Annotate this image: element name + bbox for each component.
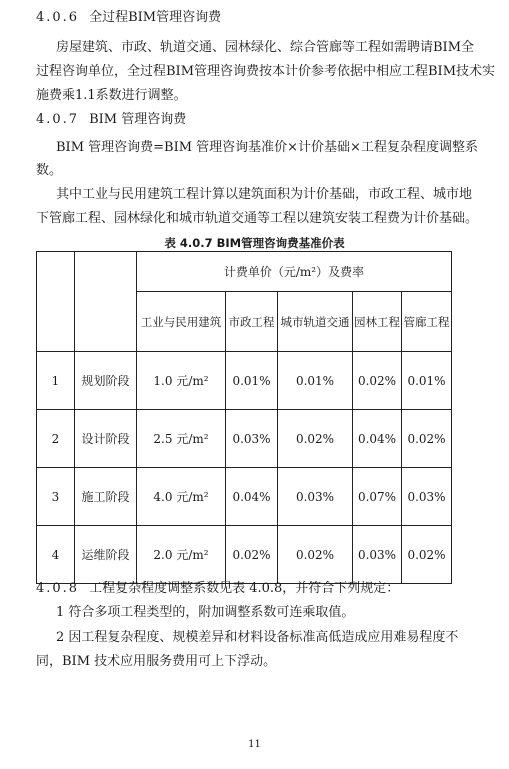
column-header: 城市轨道交通 bbox=[278, 292, 353, 352]
cell: 0.07% bbox=[353, 468, 402, 526]
paragraph-line: 施费乘1.1系数进行调整。 bbox=[36, 88, 187, 103]
cell: 0.02% bbox=[278, 526, 353, 584]
cell: 0.01% bbox=[226, 352, 278, 410]
section-title: BIM 管理咨询费 bbox=[89, 112, 187, 127]
cell: 0.03% bbox=[353, 526, 402, 584]
row-number: 1 bbox=[37, 352, 75, 410]
paragraph-line: 房屋建筑、市政、轨道交通、园林绿化、综合管廊等工程如需聘请BIM全 bbox=[56, 40, 474, 55]
row-number: 3 bbox=[37, 468, 75, 526]
section-heading-4-0-8 bbox=[36, 581, 399, 597]
cell: 0.03% bbox=[278, 468, 353, 526]
section-heading-4-0-7 bbox=[36, 112, 186, 128]
paragraph-line: 其中工业与民用建筑工程计算以建筑面积为计价基础，市政工程、城市地 bbox=[56, 187, 473, 202]
cell: 4.0 元/m² bbox=[137, 468, 226, 526]
table-caption: 表 4.0.7 BIM管理咨询费基准价表 bbox=[164, 236, 345, 250]
cell: 0.03% bbox=[402, 468, 452, 526]
section-heading-4-0-6 bbox=[36, 10, 221, 26]
cell: 0.02% bbox=[278, 410, 353, 468]
column-header: 市政工程 bbox=[226, 292, 278, 352]
list-item: 1 符合多项工程类型的，附加调整系数可连乘取值。 bbox=[56, 605, 355, 620]
table-row bbox=[37, 352, 452, 410]
section-title: 工程复杂程度调整系数见表 4.0.8，并符合下列规定： bbox=[89, 581, 400, 596]
group-header: 计费单价（元/m²）及费率 bbox=[137, 252, 452, 292]
column-header: 园林工程 bbox=[353, 292, 402, 352]
header-empty-stage bbox=[75, 252, 137, 352]
table-row bbox=[37, 410, 452, 468]
header-empty-no bbox=[37, 252, 75, 352]
cell: 0.02% bbox=[226, 526, 278, 584]
section-title: 全过程BIM管理咨询费 bbox=[89, 10, 222, 25]
cell: 0.04% bbox=[353, 410, 402, 468]
list-item: 2 因工程复杂程度、规模差异和材料设备标准高低造成应用难易程度不 bbox=[56, 630, 459, 645]
cell: 2.5 元/m² bbox=[137, 410, 226, 468]
cell: 0.02% bbox=[402, 410, 452, 468]
row-stage: 施工阶段 bbox=[75, 468, 137, 526]
section-number: 4.0.8 bbox=[36, 581, 80, 596]
cell: 1.0 元/m² bbox=[137, 352, 226, 410]
cell: 0.04% bbox=[226, 468, 278, 526]
column-header: 工业与民用建筑 bbox=[137, 292, 226, 352]
list-item-continuation: 同，BIM 技术应用服务费用可上下浮动。 bbox=[36, 654, 277, 669]
cell: 2.0 元/m² bbox=[137, 526, 226, 584]
table-row bbox=[37, 526, 452, 584]
paragraph-line: BIM 管理咨询费=BIM 管理咨询基准价×计价基础×工程复杂程度调整系 bbox=[56, 140, 478, 155]
cell: 0.01% bbox=[402, 352, 452, 410]
row-stage: 设计阶段 bbox=[75, 410, 137, 468]
paragraph-line: 下管廊工程、园林绿化和城市轨道交通等工程以建筑安装工程费为计价基础。 bbox=[36, 211, 479, 226]
page-number: 11 bbox=[248, 739, 261, 750]
paragraph-line: 数。 bbox=[36, 163, 63, 178]
section-number: 4.0.6 bbox=[36, 10, 80, 25]
row-number: 4 bbox=[37, 526, 75, 584]
cell: 0.02% bbox=[402, 526, 452, 584]
row-stage: 规划阶段 bbox=[75, 352, 137, 410]
cell: 0.02% bbox=[353, 352, 402, 410]
table-row bbox=[37, 468, 452, 526]
section-number: 4.0.7 bbox=[36, 112, 80, 127]
cell: 0.03% bbox=[226, 410, 278, 468]
cell: 0.01% bbox=[278, 352, 353, 410]
column-header: 管廊工程 bbox=[402, 292, 452, 352]
row-stage: 运维阶段 bbox=[75, 526, 137, 584]
bim-fee-table bbox=[36, 251, 452, 584]
paragraph-line: 过程咨询单位，全过程BIM管理咨询费按本计价参考依据中相应工程BIM技术实 bbox=[36, 64, 495, 79]
row-number: 2 bbox=[37, 410, 75, 468]
